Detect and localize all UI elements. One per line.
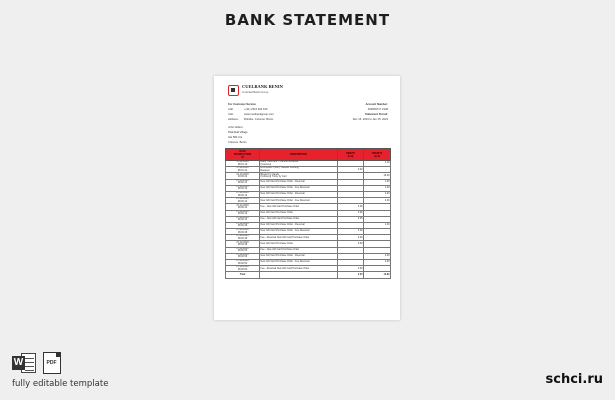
pdf-file-icon: PDF	[43, 352, 61, 374]
table-header-row	[226, 149, 391, 161]
total-debit: 0.00	[338, 272, 364, 278]
row-debit: 0.00	[338, 235, 364, 241]
word-file-icon: W	[12, 352, 38, 374]
row-credit: 1.00	[364, 179, 391, 185]
contact-value: www.cuelbankgroup.com	[244, 113, 274, 116]
column-header-credits: CREDITS (in $)	[364, 149, 391, 161]
row-description: New Gift Card Purchase Order - Reversal	[260, 191, 338, 197]
column-header-description: DESCRIPTION	[260, 149, 338, 161]
statement-period-value: Dec 15, 2023 to Jan 15, 2024	[352, 118, 388, 121]
row-credit: 2.00	[364, 253, 391, 259]
column-header-date: DATE TRANSACTION ID	[226, 149, 260, 161]
row-date: 27-12-2023 08:00:48	[226, 229, 260, 235]
row-credit: 1.10	[364, 161, 391, 167]
row-description: Fee - New Gift Card Purchase Order	[260, 247, 338, 253]
row-date: 27-12-2023 08:00:48	[226, 222, 260, 228]
row-description: New Gift Card Purchase Order - Reversal	[260, 179, 338, 185]
account-number-label: Account Number:	[365, 103, 388, 106]
row-date: 27-12-2023 08:00:12	[226, 179, 260, 185]
row-credit: 1.00	[364, 185, 391, 191]
bank-tagline: A Global Bank Group	[242, 90, 269, 94]
row-debit: 0.00	[338, 167, 364, 173]
total-label: Total	[226, 272, 260, 278]
row-description: Fee - Reversal New Gift Card Purchase Order	[260, 235, 338, 241]
customer-name: John Gilbert	[228, 126, 243, 129]
row-description: New Gift Card Purchase Order	[260, 210, 338, 216]
row-description: Bank Trust card / Transfer Revenue (Cotonou)	[260, 161, 338, 167]
row-description: BOA Direct / (BIP) Transfer Pending Request	[260, 167, 338, 173]
row-description: New Gift Card Purchase Order - Reversal	[260, 222, 338, 228]
row-date: 27-12-2023 08:00:14	[226, 204, 260, 210]
statement-period-label: Statement Period:	[365, 113, 388, 116]
row-date: 27-12-2023 08:00:14	[226, 216, 260, 222]
customer-address-line: Isle 584 CG	[228, 136, 243, 139]
row-debit: 0.00	[338, 266, 364, 272]
total-credit: 10.80	[364, 272, 391, 278]
column-header-debits: DEBITS (in $)	[338, 149, 364, 161]
row-date: 27-12-2023 08:00:12	[226, 185, 260, 191]
row-date: 27-12-2023 08:00:12	[226, 198, 260, 204]
row-description: New Gift Card Purchase Order - Reversal	[260, 253, 338, 259]
row-description: Biogaz by Claude (Cotonou) Trinity by Carl	[260, 173, 338, 179]
editable-caption: fully editable template	[12, 379, 109, 389]
row-date: 27-12-2023 08:00:50	[226, 266, 260, 272]
transactions-table	[225, 148, 391, 279]
customer-city: Cotonou, Benin	[228, 141, 247, 144]
account-number-value: 452809717 1948	[367, 108, 388, 111]
bank-logo-icon	[228, 85, 239, 96]
row-credit: 2.00	[364, 260, 391, 266]
total-row	[226, 272, 391, 278]
row-description: New Gift Card Purchase Order - Fee Reversal	[260, 229, 338, 235]
row-description: New Gift Card Purchase Order - Fee Reversal	[260, 198, 338, 204]
row-credit: 18.00	[364, 173, 391, 179]
bank-name: CUELBANK BENIN	[242, 84, 283, 89]
row-date: 27-12-2023 08:00:50	[226, 247, 260, 253]
row-date: 27-12-2023 08:00:50	[226, 260, 260, 266]
row-date: 27-12-2023 08:00:14	[226, 210, 260, 216]
row-description: Fee - Reversal New Gift Card Purchase Order	[260, 266, 338, 272]
page-title: BANK STATEMENT	[224, 11, 391, 29]
total-spacer	[260, 272, 338, 278]
row-debit: 0.25	[338, 216, 364, 222]
row-description: New Gift Card Purchase Order	[260, 241, 338, 247]
contact-label: Visit:	[228, 113, 234, 116]
contact-label: Call:	[228, 108, 234, 111]
bank-statement-document	[214, 76, 400, 320]
row-credit: 2.00	[364, 198, 391, 204]
row-date: 21-12-2023 04:00:22	[226, 173, 260, 179]
contact-label: Address:	[228, 118, 239, 121]
row-date: 27-12-2023 08:00:12	[226, 191, 260, 197]
row-credit: 1.00	[364, 222, 391, 228]
row-credit: 2.00	[364, 191, 391, 197]
customer-address-line: Plainfield Village	[228, 131, 248, 134]
row-date: 27-12-2023 08:00:48	[226, 241, 260, 247]
row-debit: 0.00	[338, 204, 364, 210]
transactions-body	[226, 161, 391, 272]
row-description: Fee - New Gift Card Purchase Order	[260, 216, 338, 222]
contact-heading: For Customer Service	[228, 103, 256, 106]
row-date: 27-12-2023 08:00:50	[226, 253, 260, 259]
site-name: schci.ru	[545, 372, 603, 387]
row-debit: 0.00	[338, 210, 364, 216]
row-description: New Gift Card Purchase Order - Fee Reversal	[260, 185, 338, 191]
row-date: 27-12-2023 08:00:48	[226, 235, 260, 241]
row-debit: 0.00	[338, 229, 364, 235]
contact-value: Rhodes, Cotonoú, Benin	[244, 118, 274, 121]
row-debit: 0.00	[338, 241, 364, 247]
row-description: Fee - New Gift Card Purchase Order	[260, 204, 338, 210]
contact-value: +(41) 2315 622 615	[244, 108, 268, 111]
row-date: 17-12-2023 08:01:10	[226, 161, 260, 167]
row-description: New Gift Card Purchase Order - Fee Reversal	[260, 260, 338, 266]
row-date: 17-12-2023 08:01:12	[226, 167, 260, 173]
